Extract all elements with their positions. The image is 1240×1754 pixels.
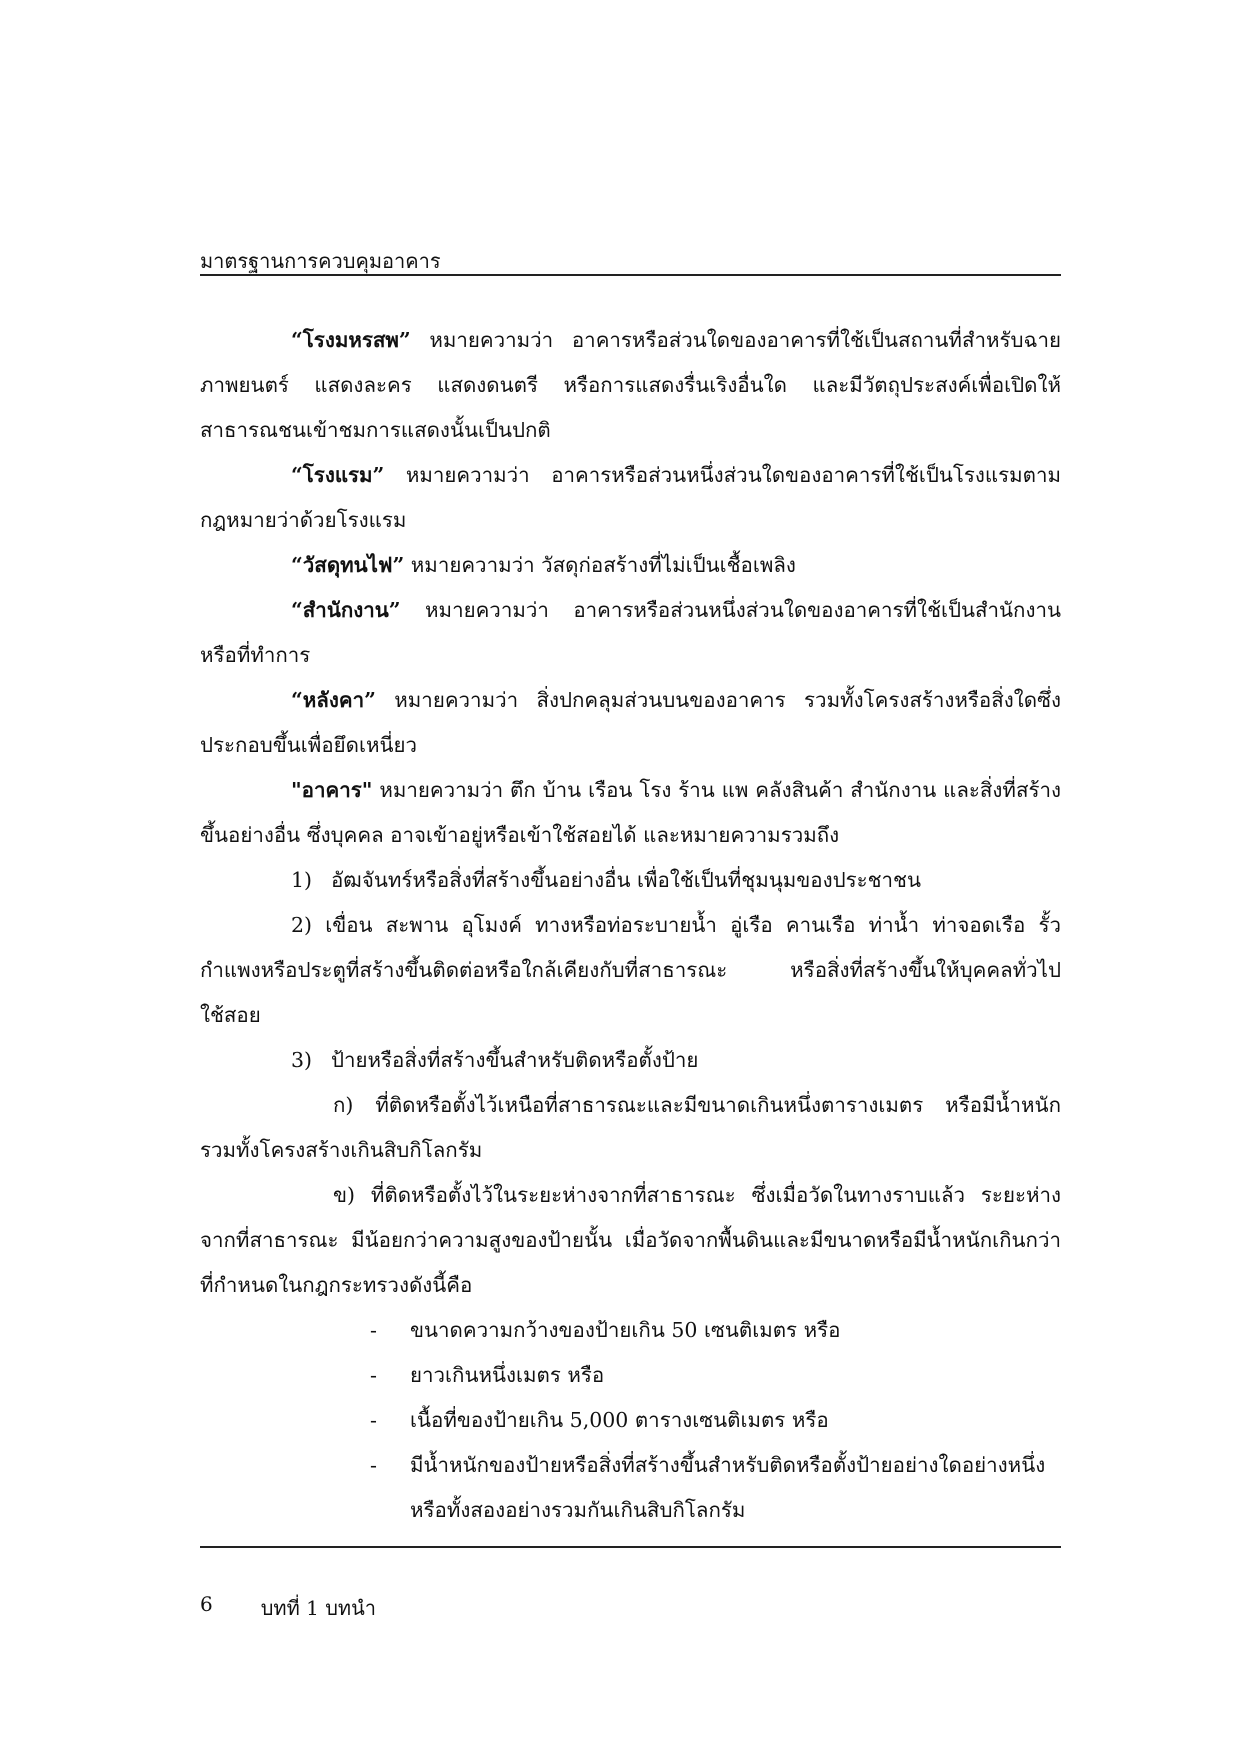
definition-term: “สำนักงาน” (291, 598, 401, 622)
definition-text: หมายความว่า อาคารหรือส่วนหนึ่งส่วนใดของอาคารที่ใช้เป็นโรงแรมตามกฎหมายว่าด้วยโรงแรม (200, 463, 1061, 532)
bullet-text: ยาวเกินหนึ่งเมตร หรือ (410, 1363, 605, 1387)
bullet-dash: - (370, 1408, 377, 1432)
bullet-item (200, 1398, 1061, 1443)
definition-text: หมายความว่า อาคารหรือส่วนหนึ่งส่วนใดของอาคารที่ใช้เป็นสำนักงานหรือที่ทำการ (200, 598, 1061, 667)
item-number: 3) (291, 1048, 313, 1072)
definition-text: หมายความว่า ตึก บ้าน เรือน โรง ร้าน แพ คลังสินค้า สำนักงาน และสิ่งที่สร้างขึ้นอย่างอื่น ซึ่งบุคคล อาจเข้าอยู่หรือเข้าใช้สอยได้ และหมายความรวมถึง (200, 778, 1061, 847)
bullet-dash: - (370, 1453, 377, 1477)
definition-paragraph (200, 588, 1061, 678)
running-header: มาตรฐานการควบคุมอาคาร (200, 249, 441, 273)
bullet-dash: - (370, 1363, 377, 1387)
bullet-item (200, 1443, 1061, 1533)
bullet-item (200, 1353, 1061, 1398)
sub-item-label: ข) (333, 1183, 356, 1207)
bullet-item (200, 1308, 1061, 1353)
definition-text: หมายความว่า อาคารหรือส่วนใดของอาคารที่ใช้เป็นสถานที่สำหรับฉายภาพยนตร์ แสดงละคร แสดงดนตรี หรือการแสดงรื่นเริงอื่นใด และมีวัตถุประสงค์เพื่อเปิดให้สาธารณชนเข้าชมการแสดงนั้นเป็นปกติ (200, 328, 1061, 442)
document-body (200, 318, 1061, 1533)
chapter-title: บทที่ 1 บทนำ (260, 1596, 377, 1620)
definition-text: หมายความว่า วัสดุก่อสร้างที่ไม่เป็นเชื้อเพลิง (404, 553, 796, 577)
definition-paragraph (200, 453, 1061, 543)
definition-paragraph (200, 678, 1061, 768)
item-number: 1) (291, 868, 313, 892)
definition-term: “โรงมหรสพ” (291, 328, 411, 352)
numbered-item (200, 903, 1061, 1038)
item-number: 2) (291, 913, 313, 937)
item-text: ป้ายหรือสิ่งที่สร้างขึ้นสำหรับติดหรือตั้งป้าย (331, 1048, 699, 1072)
page-number: 6 (200, 1592, 213, 1616)
definition-term: “โรงแรม” (291, 463, 385, 487)
item-text: อัฒจันทร์หรือสิ่งที่สร้างขึ้นอย่างอื่น เพื่อใช้เป็นที่ชุมนุมของประชาชน (331, 868, 921, 892)
footer-divider (200, 1546, 1061, 1548)
bullet-text: มีน้ำหนักของป้ายหรือสิ่งที่สร้างขึ้นสำหรับติดหรือตั้งป้ายอย่างใดอย่างหนึ่งหรือทั้งสองอย่างรวมกันเกินสิบกิโลกรัม (410, 1453, 1046, 1522)
sub-item-label: ก) (333, 1093, 354, 1117)
sub-item (200, 1083, 1061, 1173)
sub-item-text: ที่ติดหรือตั้งไว้ในระยะห่างจากที่สาธารณะ ซึ่งเมื่อวัดในทางราบแล้ว ระยะห่างจากที่สาธารณะ มีน้อยกว่าความสูงของป้ายนั้น เมื่อวัดจากพื้นดินและมีขนาดหรือมีน้ำหนักเกินกว่าที่กำหนดในกฎกระทรวงดังนี้คือ (200, 1183, 1061, 1297)
header-divider (200, 274, 1061, 276)
item-text: เขื่อน สะพาน อุโมงค์ ทางหรือท่อระบายน้ำ อู่เรือ คานเรือ ท่าน้ำ ท่าจอดเรือ รั้ว กำแพงหรือประตูที่สร้างขึ้นติดต่อหรือใกล้เคียงกับที่สาธารณะ หรือสิ่งที่สร้างขึ้นให้บุคคลทั่วไปใช้สอย (200, 913, 1061, 1027)
definition-term: “วัสดุทนไฟ” (291, 553, 405, 577)
bullet-text: เนื้อที่ของป้ายเกิน 5,000 ตารางเซนติเมตร หรือ (410, 1408, 829, 1432)
definition-text: หมายความว่า สิ่งปกคลุมส่วนบนของอาคาร รวมทั้งโครงสร้างหรือสิ่งใดซึ่งประกอบขึ้นเพื่อยึดเหนี่ยว (200, 688, 1061, 757)
page-footer (200, 1592, 376, 1624)
definition-term: “หลังคา” (291, 688, 376, 712)
definition-paragraph (200, 543, 1061, 588)
sub-item (200, 1173, 1061, 1308)
definition-term: "อาคาร" (291, 778, 373, 802)
definition-paragraph (200, 768, 1061, 858)
numbered-item (200, 1038, 1061, 1083)
sub-item-text: ที่ติดหรือตั้งไว้เหนือที่สาธารณะและมีขนาดเกินหนึ่งตารางเมตร หรือมีน้ำหนักรวมทั้งโครงสร้างเกินสิบกิโลกรัม (200, 1093, 1061, 1162)
definition-paragraph (200, 318, 1061, 453)
bullet-text: ขนาดความกว้างของป้ายเกิน 50 เซนติเมตร หรือ (410, 1318, 841, 1342)
bullet-dash: - (370, 1318, 377, 1342)
bullet-list (200, 1308, 1061, 1533)
numbered-item (200, 858, 1061, 903)
